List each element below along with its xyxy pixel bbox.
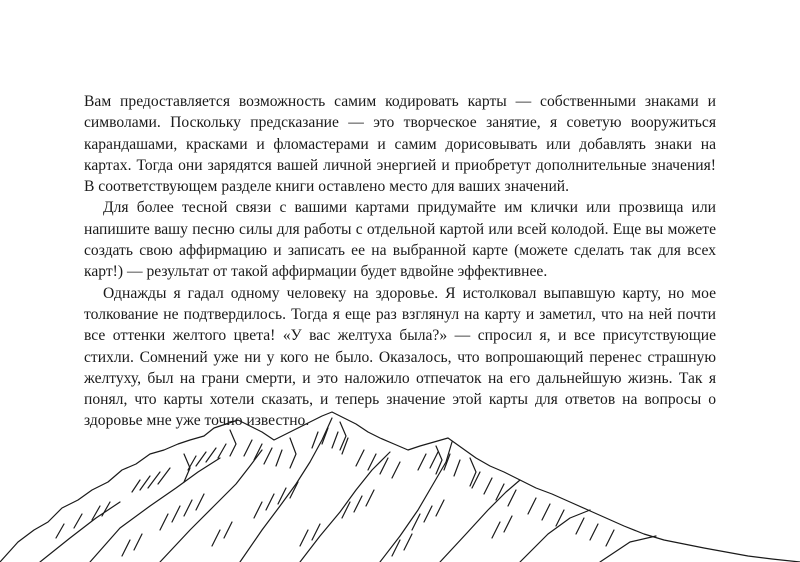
mountain-range-icon: [0, 410, 800, 562]
paragraph-3: Однажды я гадал одному человеку на здоровье. Я истолковал выпавшую карту, но мое толкование не подтвердилось. Тогда я еще раз взглянул на карту и заметил, что на ней почти все оттенки желтого цвета! «У вас желтуха была?» — спросил я, и все присутствующие стихли. Сомнений уже ни у кого не было. Оказалось, что вопрошающий перенес страшную желтуху, был на грани смерти, и это наложило отпечаток на его дальнейшую жизнь. Так я понял, что карты хотели сказать, и теперь значение этой карты для ответов на вопросы о здоровье мне уже точно известно.: [84, 284, 716, 430]
body-text: [84, 91, 716, 432]
paragraph-2: Для более тесной связи с вашими картами придумайте им клички или прозвища или напишите вашу песню силы для работы с отдельной картой или всей колодой. Еще вы можете создать свою аффирмацию и записать ее на выбранной карте (можете сделать так для всех карт!) — результат от такой аффирмации будет вдвойне эффективнее.: [84, 199, 716, 281]
paragraph-1: Вам предоставляется возможность самим кодировать карты — собственными знаками и символами. Поскольку предсказание — это творческое занятие, я советую вооружиться карандашами, красками и фломастерами и самим дорисовывать или добавлять знаки на картах. Тогда они зарядятся вашей личной энергией и приобретут дополнительные значения! В соответствующем разделе книги оставлено место для ваших значений.: [84, 93, 716, 196]
